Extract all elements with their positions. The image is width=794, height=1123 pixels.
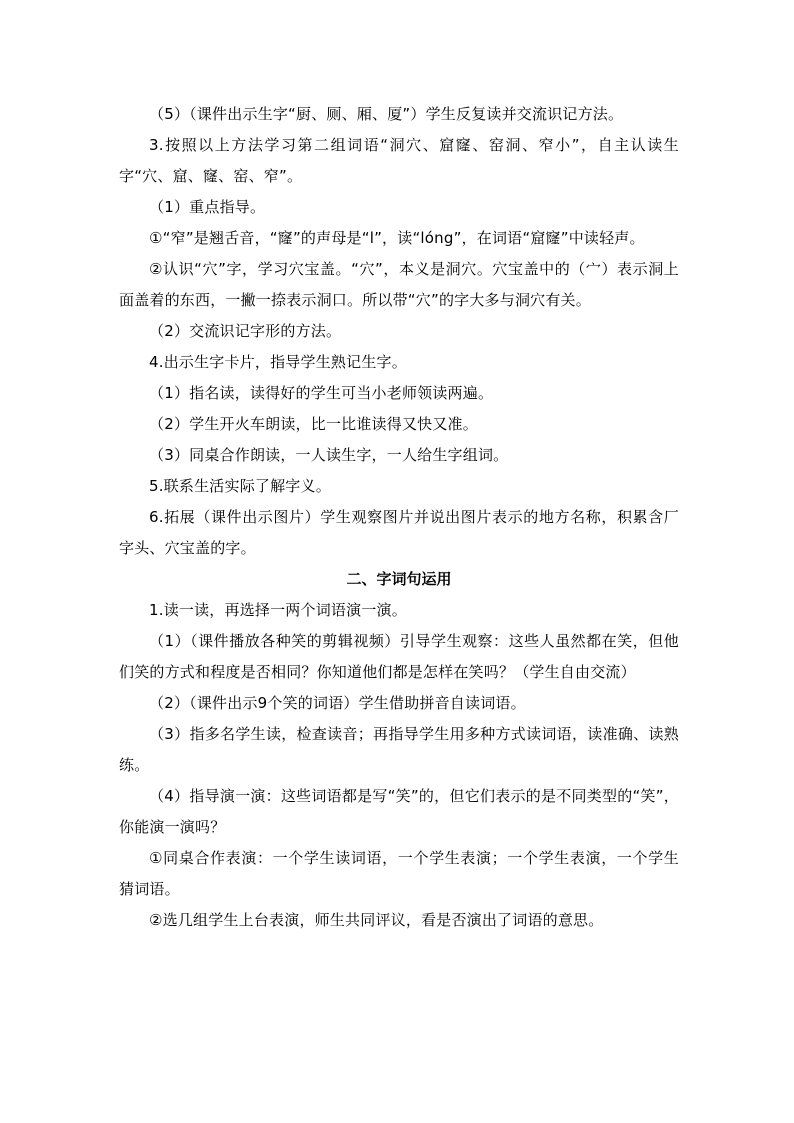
paragraph: （4）指导演一演：这些词语都是写“笑”的，但它们表示的是不同类型的“笑”，你能演一演吗？	[119, 787, 679, 836]
paragraph: （3）同桌合作朗读，一人读生字，一人给生字组词。	[149, 446, 509, 464]
paragraph: （2）学生开火车朗读，比一比谁读得又快又准。	[149, 415, 478, 433]
paragraph: （1）指名读，读得好的学生可当小老师领读两遍。	[149, 384, 494, 402]
paragraph: ②认识“穴”字，学习穴宝盖。“穴”，本义是洞穴。穴宝盖中的（宀）表示洞上面盖着的东西，一撇一捺表示洞口。所以带“穴”的字大多与洞穴有关。	[119, 260, 679, 309]
paragraph: 6.拓展（课件出示图片）学生观察图片并说出图片表示的地方名称，积累含厂字头、穴宝盖的字。	[119, 508, 679, 557]
paragraph: 1.读一读，再选择一两个词语演一演。	[149, 601, 407, 619]
paragraph: ②选几组学生上台表演，师生共同评议，看是否演出了词语的意思。	[149, 911, 604, 929]
section-heading: 二、字词句运用	[346, 570, 452, 588]
paragraph: （2）（课件出示9个笑的词语）学生借助拼音自读词语。	[149, 694, 526, 712]
paragraph: （1）（课件播放各种笑的剪辑视频）引导学生观察：这些人虽然都在笑，但他们笑的方式和程度是否相同？你知道他们都是怎样在笑吗？（学生自由交流）	[119, 632, 679, 681]
paragraph: （5）（课件出示生字“厨、厕、厢、厦”）学生反复读并交流识记方法。	[149, 105, 624, 123]
paragraph: 4.出示生字卡片，指导学生熟记生字。	[149, 353, 407, 371]
paragraph: ①“窄”是翘舌音，“窿”的声母是“l”，读“lóng”，在词语“窟窿”中读轻声。	[149, 229, 645, 247]
paragraph: ①同桌合作表演：一个学生读词语，一个学生表演；一个学生表演，一个学生猜词语。	[119, 849, 679, 898]
paragraph: 5.联系生活实际了解字义。	[149, 477, 331, 495]
paragraph: （2）交流识记字形的方法。	[149, 322, 342, 340]
paragraph: （3）指多名学生读，检查读音；再指导学生用多种方式读词语，读准确、读熟练。	[119, 725, 679, 774]
document-body	[119, 99, 679, 936]
paragraph: （1）重点指导。	[149, 198, 266, 216]
paragraph: 3.按照以上方法学习第二组词语“洞穴、窟窿、窑洞、窄小”，自主认读生字“穴、窟、窿、窑、窄”。	[119, 136, 679, 185]
